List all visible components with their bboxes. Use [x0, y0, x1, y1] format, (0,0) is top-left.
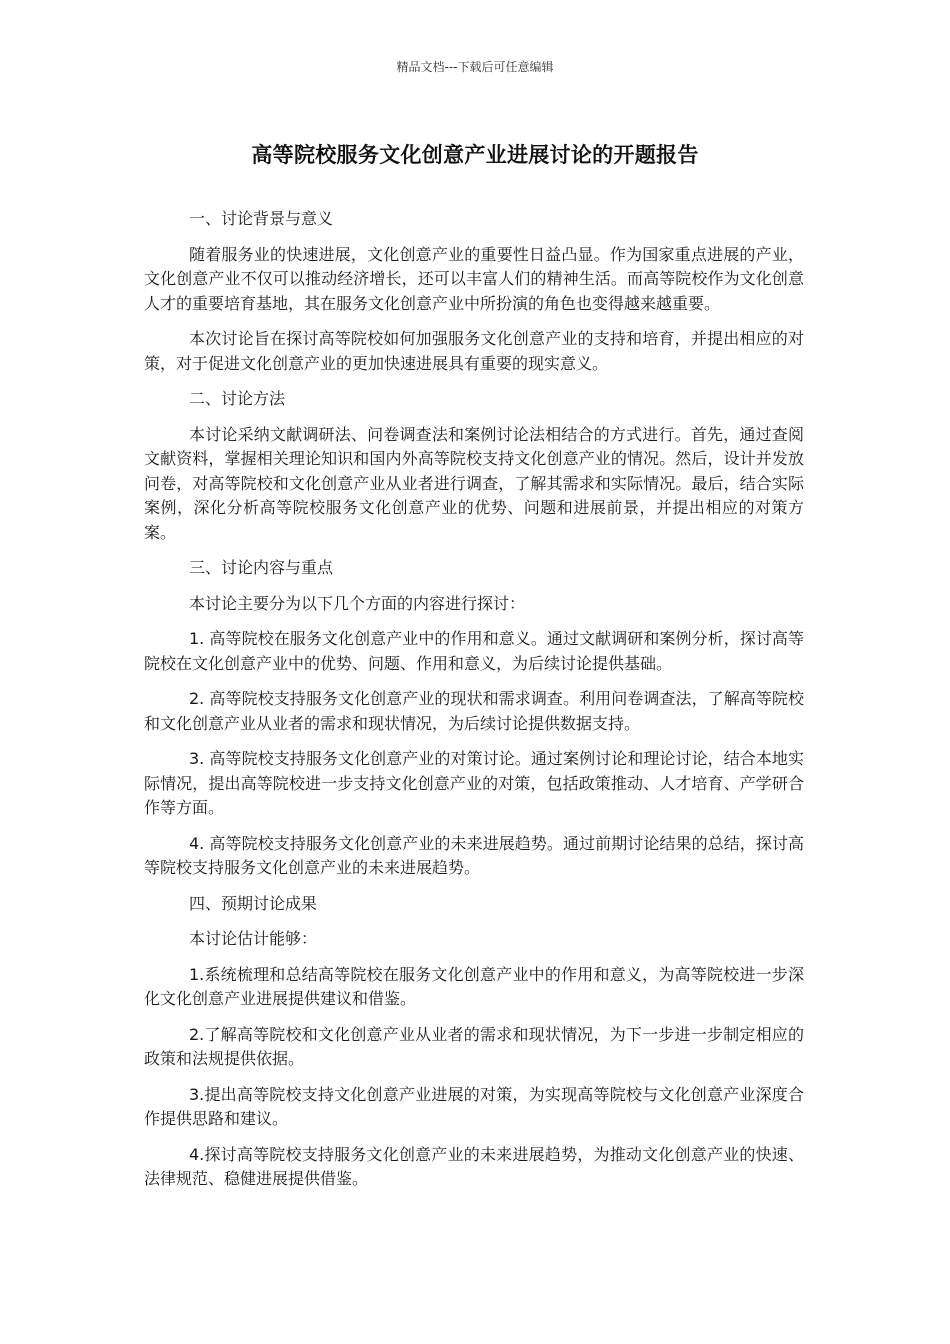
section-heading: 四、预期讨论成果: [189, 893, 318, 913]
document-body: [144, 207, 804, 1203]
section-heading: 三、讨论内容与重点: [189, 558, 334, 577]
list-item: 4. 高等院校支持服务文化创意产业的未来进展趋势。通过前期讨论结果的总结，探讨高等院校支持服务文化创意产业的未来进展趋势。: [144, 833, 804, 877]
section-heading: 一、讨论背景与意义: [189, 209, 334, 228]
list-item: 1. 高等院校在服务文化创意产业中的作用和意义。通过文献调研和案例分析，探讨高等院校在文化创意产业中的优势、问题、作用和意义，为后续讨论提供基础。: [144, 629, 804, 673]
paragraph: 本讨论主要分为以下几个方面的内容进行探讨：: [189, 593, 526, 613]
paragraph: 随着服务业的快速进展，文化创意产业的重要性日益凸显。作为国家重点进展的产业，文化创意产业不仅可以推动经济增长，还可以丰富人们的精神生活。而高等院校作为文化创意人才的重要培育基地，其在服务文化创意产业中所扮演的角色也变得越来越重要。: [144, 244, 804, 313]
document-title: 高等院校服务文化创意产业进展讨论的开题报告: [251, 143, 699, 167]
list-item: 3. 高等院校支持服务文化创意产业的对策讨论。通过案例讨论和理论讨论，结合本地实际情况，提出高等院校进一步支持文化创意产业的对策，包括政策推动、人才培育、产学研合作等方面。: [144, 749, 804, 817]
list-item: 2.了解高等院校和文化创意产业从业者的需求和现状情况，为下一步进一步制定相应的政策和法规提供依据。: [144, 1024, 804, 1068]
page-header: 精品文档---下载后可任意编辑: [396, 60, 554, 74]
list-item: 3.提出高等院校支持文化创意产业进展的对策，为实现高等院校与文化创意产业深度合作提供思路和建议。: [144, 1084, 804, 1128]
list-item: 2. 高等院校支持服务文化创意产业的现状和需求调查。利用问卷调查法，了解高等院校和文化创意产业从业者的需求和现状情况，为后续讨论提供数据支持。: [144, 689, 804, 733]
list-item: 1.系统梳理和总结高等院校在服务文化创意产业中的作用和意义，为高等院校进一步深化文化创意产业进展提供建议和借鉴。: [144, 964, 804, 1008]
paragraph: 本讨论采纳文献调研法、问卷调查法和案例讨论法相结合的方式进行。首先，通过查阅文献资料，掌握相关理论知识和国内外高等院校支持文化创意产业的情况。然后，设计并发放问卷，对高等院校和文化创意产业从业者进行调查，了解其需求和实际情况。最后，结合实际案例，深化分析高等院校服务文化创意产业的优势、问题和进展前景，并提出相应的对策方案。: [144, 424, 804, 542]
list-item: 4.探讨高等院校支持服务文化创意产业的未来进展趋势，为推动文化创意产业的快速、法律规范、稳健进展提供借鉴。: [144, 1144, 804, 1188]
paragraph: 本讨论估计能够：: [189, 929, 318, 948]
paragraph: 本次讨论旨在探讨高等院校如何加强服务文化创意产业的支持和培育，并提出相应的对策，对于促进文化创意产业的更加快速进展具有重要的现实意义。: [144, 329, 804, 373]
section-heading: 二、讨论方法: [189, 389, 286, 408]
